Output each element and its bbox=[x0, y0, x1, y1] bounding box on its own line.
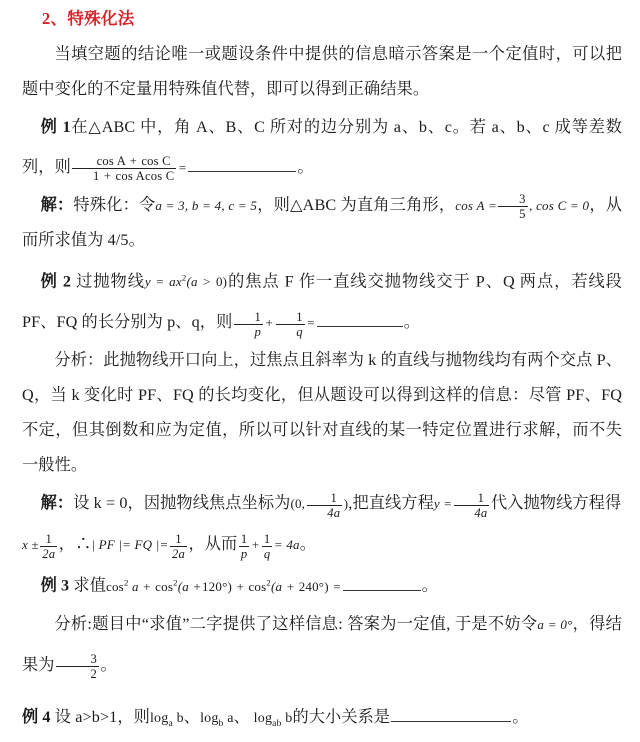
example-1-cosA: cos A = bbox=[455, 198, 497, 214]
example-2-x-den: 2a bbox=[42, 546, 56, 561]
example-3-result bbox=[55, 651, 101, 682]
intro-paragraph: 当填空题的结论唯一或题设条件中提供的信息暗示答案是一个定值时，可以把题中变化的不定量用特殊值代替，即可以得到正确结果。 bbox=[22, 45, 622, 99]
example-2-pf-fq bbox=[91, 531, 188, 561]
example-4-log2: $\log_b a$ bbox=[200, 710, 234, 729]
example-3-frac-num: 3 bbox=[56, 652, 99, 667]
example-1-label: 例 1 bbox=[40, 118, 71, 137]
example-2-final-plus: + bbox=[251, 537, 260, 553]
example-3-statement bbox=[22, 565, 622, 603]
example-4-answer-blank[interactable] bbox=[391, 706, 511, 722]
section-title: 特殊化法 bbox=[67, 9, 135, 28]
example-2-line-equation bbox=[433, 490, 491, 520]
example-2-f1-den: p bbox=[240, 546, 248, 561]
example-2-analysis-text: 此抛物线开口向上，过焦点且斜率为 k 的直线与抛物线均有两个交点 P、Q，当 k 变化时 PF、FQ 的长均变化，但从题设可以得到这样的信息：尽管 PF、FQ 不定，但其倒数和应为定值，所以可以针对直线的某一特定位置进行求解，而不失一般性。 bbox=[22, 351, 622, 475]
example-1-solution bbox=[22, 188, 622, 258]
example-1-answer-blank[interactable] bbox=[188, 156, 296, 172]
example-2-solution-line-2 bbox=[22, 524, 622, 565]
example-3-analysis-text-1: 题目中“求值”二字提供了这样信息: 答案为一定值, 于是不妨令 bbox=[92, 614, 538, 633]
example-3-text-1: 求值 bbox=[73, 576, 106, 595]
example-3-label: 例 3 bbox=[40, 576, 70, 595]
example-2-t1-num: 1 bbox=[234, 310, 263, 325]
example-1-frac-den: 5 bbox=[519, 207, 526, 222]
example-2-solution-text-2: ,把直线方程 bbox=[348, 494, 434, 513]
example-2-x-value bbox=[22, 531, 59, 561]
example-3-analysis bbox=[22, 604, 622, 686]
example-2-final-eq: = 4a bbox=[273, 537, 300, 553]
example-2-focus-point bbox=[290, 490, 349, 520]
example-2-point-open: (0, bbox=[290, 496, 306, 512]
example-4-log-expressions: $\log_a b$ bbox=[149, 710, 184, 729]
example-2-answer-blank[interactable] bbox=[317, 312, 403, 328]
example-2-t1-den: p bbox=[254, 324, 262, 339]
example-2-final-result bbox=[237, 531, 300, 561]
section-number: 2、 bbox=[42, 9, 68, 28]
example-1-solution-label: 解： bbox=[40, 196, 74, 215]
example-4-log3-base: ab bbox=[272, 718, 282, 729]
example-1-statement bbox=[22, 107, 622, 188]
example-2-text-1: 过抛物线 bbox=[76, 272, 145, 291]
example-3-period: 。 bbox=[421, 576, 439, 595]
example-4-log2-arg: a bbox=[227, 710, 234, 726]
example-3-analysis-text-2: ，得结果为 bbox=[22, 614, 622, 674]
example-2-pf-lhs: | PF |= FQ |= bbox=[91, 537, 169, 553]
example-3-analysis-period: 。 bbox=[100, 655, 117, 674]
example-4-sep-1: 、 bbox=[183, 707, 201, 726]
example-3-frac-den: 2 bbox=[90, 667, 97, 682]
example-2-x-num: 1 bbox=[40, 532, 57, 547]
example-2-pf-num: 1 bbox=[170, 532, 187, 547]
example-2-parabola-equation: $y = ax^2(a > 0)$ bbox=[144, 273, 228, 290]
example-2-statement bbox=[22, 258, 622, 343]
example-2-period: 。 bbox=[403, 313, 421, 332]
example-4-log3-arg: b bbox=[285, 710, 293, 726]
example-2-line-den: 4a bbox=[474, 505, 488, 520]
example-1-frac-num: 3 bbox=[498, 192, 527, 207]
example-2-point-num: 1 bbox=[307, 491, 343, 506]
example-4-statement bbox=[22, 700, 622, 742]
example-2-pf-den: 2a bbox=[171, 546, 185, 561]
example-4-log3: $\log_{ab} b$ bbox=[253, 710, 293, 729]
example-3-analysis-label: 分析: bbox=[54, 614, 92, 633]
example-1-text: 在△ABC 中，角 A、B、C 所对的边分别为 a、b、c。若 a、b、c 成等差数列，则 bbox=[22, 118, 622, 177]
example-1-given-values: a = 3, b = 4, c = 5 bbox=[155, 198, 258, 214]
example-2-t2-num: 1 bbox=[276, 310, 305, 325]
example-2-equals: = bbox=[307, 315, 315, 331]
example-2-analysis bbox=[22, 343, 622, 483]
example-4-text-1: 设 a>b>1，则 bbox=[54, 707, 150, 726]
example-1-cos-values bbox=[455, 192, 590, 222]
example-4-log2-base: b bbox=[218, 718, 224, 729]
example-2-t2-den: q bbox=[296, 324, 303, 339]
section-heading bbox=[42, 10, 622, 28]
example-2-f2-den: q bbox=[263, 546, 271, 561]
example-2-line-num: 1 bbox=[454, 491, 490, 506]
example-4-log1-arg: b bbox=[176, 710, 184, 726]
example-4-label: 例 4 bbox=[22, 707, 51, 726]
example-2-solution-period: 。 bbox=[299, 535, 317, 554]
example-2-point-den: 4a bbox=[327, 505, 341, 520]
example-1-equals: = bbox=[178, 160, 187, 176]
example-2-solution-text-1: 设 k = 0，因抛物线焦点坐标为 bbox=[73, 494, 291, 513]
example-3-answer-blank[interactable] bbox=[343, 575, 421, 591]
example-2-f1-num: 1 bbox=[240, 531, 248, 546]
example-2-f2-num: 1 bbox=[263, 531, 271, 546]
example-2-line-eq-lhs: y = bbox=[433, 496, 453, 512]
example-4-text-2: 的大小关系是 bbox=[292, 707, 391, 726]
example-2-solution-label: 解： bbox=[40, 494, 74, 513]
example-1-solution-text-1: 特殊化：令 bbox=[73, 196, 156, 215]
example-2-solution-text-5: ，从而 bbox=[188, 535, 238, 554]
example-2-analysis-label: 分析： bbox=[54, 351, 104, 370]
example-3-substitution: a = 0° bbox=[537, 616, 573, 632]
example-2-label: 例 2 bbox=[40, 272, 72, 291]
example-2-solution-line-1 bbox=[22, 483, 622, 524]
example-2-solution-text-4: ，∴ bbox=[58, 535, 92, 554]
example-4-period: 。 bbox=[512, 707, 529, 726]
example-2-point-close: ) bbox=[343, 496, 349, 512]
example-2-x-lhs: x ± bbox=[22, 537, 39, 553]
example-2-plus: + bbox=[265, 315, 274, 331]
example-4-sep-2: 、 bbox=[233, 707, 250, 726]
example-1-solution-text-3: ，从而所求值为 4/5。 bbox=[22, 196, 623, 250]
example-2-formula bbox=[232, 309, 315, 339]
example-1-cosC: , cos C = 0 bbox=[529, 198, 590, 214]
example-3-formula: $\cos^2 a + \cos^2(a +120^\circ) + \cos^2(a + 240^\circ)$ = bbox=[106, 577, 341, 594]
example-4-log1-base: a bbox=[168, 718, 173, 729]
example-1-period: 。 bbox=[297, 158, 314, 177]
example-2-text-2: 的焦点 F 作一直线交抛物线交于 P、Q 两点，若线段 PF、FQ 的长分别为 p、q，则 bbox=[22, 272, 623, 332]
example-1-formula: $\frac{\text{cos A + cos C}}{\text{1 + cos Acos C}}$ = bbox=[71, 160, 188, 175]
example-2-solution-text-3: 代入抛物线方程得 bbox=[490, 494, 622, 513]
example-1-solution-text-2: ，则△ABC 为直角三角形， bbox=[257, 196, 456, 215]
